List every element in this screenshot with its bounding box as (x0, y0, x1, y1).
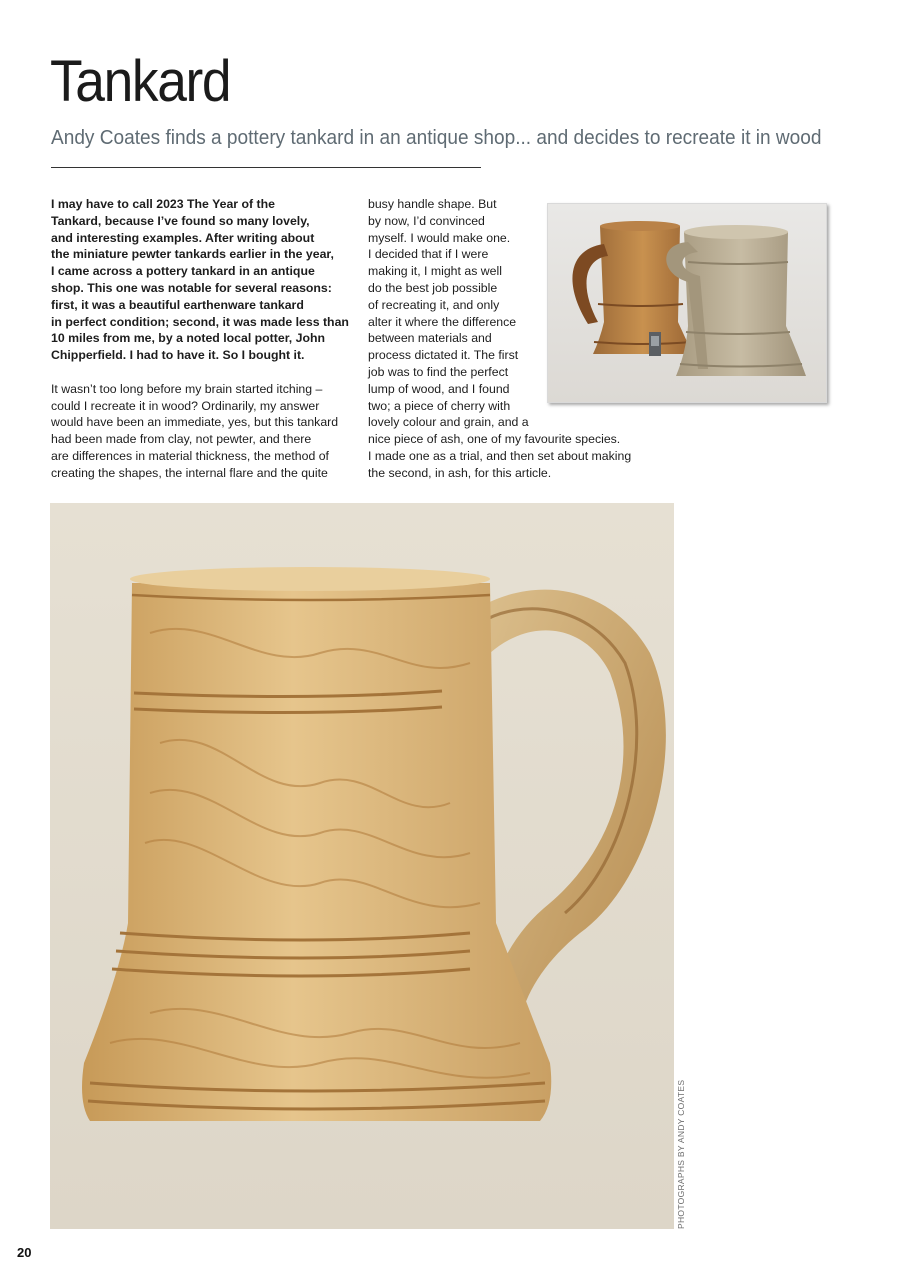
text-line: by now, I’d convinced (368, 213, 485, 228)
text-line: alter it where the difference (368, 314, 517, 329)
article-title: Tankard (50, 49, 231, 114)
photo-pottery-and-cherry-tankards (547, 203, 827, 403)
text-line: 10 miles from me, by a noted local potter, John (51, 331, 326, 346)
text-line: the miniature pewter tankards earlier in the year, (51, 247, 334, 262)
text-line: do the best job possible (368, 280, 498, 295)
lead-paragraph (51, 196, 356, 364)
ash-tankard-illustration (50, 503, 674, 1229)
text-line: in perfect condition; second, it was made less than (51, 314, 349, 329)
text-line: are differences in material thickness, the method of (51, 448, 329, 463)
text-line: I made one as a trial, and then set about making (368, 448, 632, 463)
text-line: two; a piece of cherry with (368, 398, 511, 413)
text-line: of recreating it, and only (368, 297, 500, 312)
page-number: 20 (17, 1245, 32, 1260)
text-line: had been made from clay, not pewter, and there (51, 432, 312, 447)
text-line: shop. This one was notable for several reasons: (51, 280, 332, 295)
text-line: creating the shapes, the internal flare and the quite (51, 465, 328, 480)
photo-ash-tankard (50, 503, 674, 1229)
text-line: Chipperfield. I had to have it. So I bought it. (51, 348, 305, 363)
text-line: It wasn’t too long before my brain started itching – (51, 381, 323, 396)
text-line: I came across a pottery tankard in an antique (51, 264, 315, 279)
text-line: I decided that if I were (368, 247, 489, 262)
body-column-1 (51, 196, 356, 482)
photo-credit: PHOTOGRAPHS BY ANDY COATES (676, 1079, 686, 1229)
text-line: I may have to call 2023 The Year of the (51, 197, 275, 211)
body-paragraph (51, 381, 356, 482)
text-line: busy handle shape. But (368, 197, 497, 211)
text-line: nice piece of ash, one of my favourite species. (368, 432, 621, 447)
text-line: the second, in ash, for this article. (368, 465, 552, 480)
text-line: could I recreate it in wood? Ordinarily, my answer (51, 398, 320, 413)
text-line: first, it was a beautiful earthenware tankard (51, 297, 304, 312)
text-line: making it, I might as well (368, 264, 502, 279)
text-line: between materials and (368, 331, 492, 346)
text-line: would have been an immediate, yes, but this tankard (51, 415, 339, 430)
text-line: and interesting examples. After writing about (51, 230, 315, 245)
text-line: Tankard, because I’ve found so many lovely, (51, 213, 310, 228)
text-line: process dictated it. The first (368, 348, 519, 363)
title-divider (51, 167, 481, 168)
text-line: lovely colour and grain, and a (368, 415, 529, 430)
text-line: job was to find the perfect (368, 364, 509, 379)
article-standfirst: Andy Coates finds a pottery tankard in an antique shop... and decides to recreate it in wood (51, 126, 822, 149)
text-line: lump of wood, and I found (368, 381, 510, 396)
text-line: myself. I would make one. (368, 230, 511, 245)
tankards-illustration (548, 204, 826, 402)
